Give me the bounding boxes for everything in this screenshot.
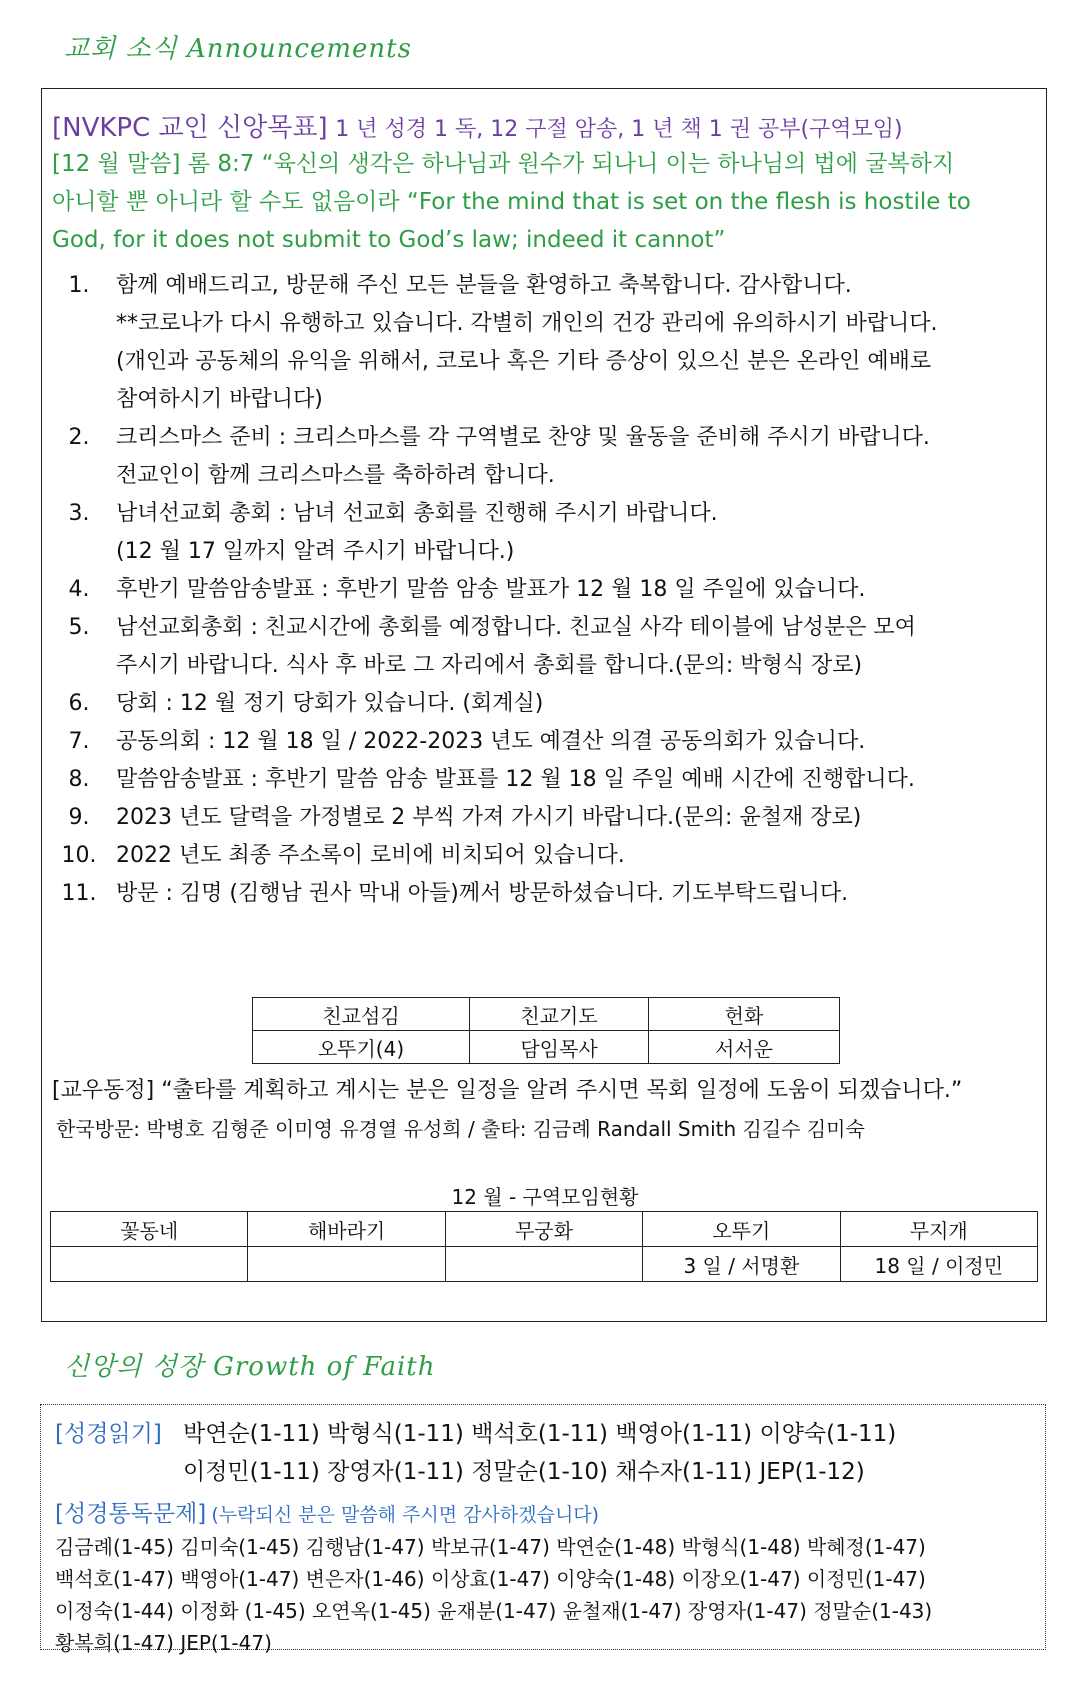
bible-quiz-label: [성경통독문제]: [55, 1501, 207, 1527]
bible-reading-label: [성경읽기]: [55, 1421, 162, 1447]
item-line: 전교인이 함께 크리스마스를 축하하려 합니다.: [116, 463, 555, 488]
item-line: 참여하시기 바랍니다): [116, 387, 323, 412]
table-header: 헌화: [649, 998, 840, 1031]
item-number: 3.: [68, 501, 90, 526]
item-number: 7.: [68, 729, 90, 754]
faith-goal: [52, 107, 903, 144]
item-number: 11.: [61, 881, 97, 906]
item-line: 2022 년도 최종 주소록이 로비에 비치되어 있습니다.: [116, 843, 625, 868]
quiz-line: 김금례(1-45) 김미숙(1-45) 김행남(1-47) 박보규(1-47) 박연순(1-48) 박형식(1-48) 박혜정(1-47): [55, 1535, 926, 1559]
table-header: 무지개: [840, 1212, 1037, 1247]
item-number: 8.: [68, 767, 90, 792]
member-news-tag: [교우동정]: [52, 1078, 155, 1103]
announcement-item: [52, 495, 1044, 571]
verse-line: God, for it does not submit to God’s law; indeed it cannot”: [52, 227, 726, 253]
item-number: 2.: [68, 425, 90, 450]
table-cell: [248, 1247, 445, 1282]
item-number: 9.: [68, 805, 90, 830]
bible-quiz-note: (누락되신 분은 말씀해 주시면 감사하겠습니다): [211, 1504, 600, 1526]
table-row: [51, 1212, 1038, 1247]
announcement-item: [52, 419, 1044, 495]
verse-line: 아니할 뿐 아니라 할 수도 없음이라 “For the mind that is set on the flesh is hostile to: [52, 189, 971, 215]
item-line: 2023 년도 달력을 가정별로 2 부씩 가져 가시기 바랍니다.(문의: 윤철재 장로): [116, 805, 862, 830]
table-row: [51, 1247, 1038, 1282]
item-line: 말씀암송발표 : 후반기 말씀 암송 발표를 12 월 18 일 주일 예배 시간에 진행합니다.: [116, 767, 915, 792]
table-header: 친교섬김: [253, 998, 470, 1031]
cell-meeting-table: [50, 1211, 1038, 1282]
table-cell: 서서운: [649, 1031, 840, 1064]
item-number: 4.: [68, 577, 90, 602]
faith-goal-text: 1 년 성경 1 독, 12 구절 암송, 1 년 책 1 권 공부(구역모임): [335, 117, 903, 142]
member-news: [52, 1073, 962, 1104]
announcement-item: [52, 609, 1044, 685]
table-cell: 담임목사: [470, 1031, 649, 1064]
table-header: 무궁화: [445, 1212, 642, 1247]
cell-meeting-caption: 12 월 - 구역모임현황: [451, 1185, 639, 1209]
visits-line: 한국방문: 박병호 김형준 이미영 유경열 유성희 / 출타: 김금례 Randall Smith 김길수 김미숙: [56, 1117, 865, 1141]
table-cell: 3 일 / 서명환: [643, 1247, 840, 1282]
item-line: 남선교회총회 : 친교시간에 총회를 예정합니다. 친교실 사각 테이블에 남성분은 모여: [116, 615, 916, 640]
item-line: 함께 예배드리고, 방문해 주신 모든 분들을 환영하고 축복합니다. 감사합니다.: [116, 273, 852, 298]
table-header: 꽃동네: [51, 1212, 248, 1247]
verse-line: [12 월 말씀] 롬 8:7 “육신의 생각은 하나님과 원수가 되나니 이는 하나님의 법에 굴복하지: [52, 151, 955, 177]
table-header: 오뚜기: [643, 1212, 840, 1247]
table-header: 친교기도: [470, 998, 649, 1031]
item-line: 주시기 바랍니다. 식사 후 바로 그 자리에서 총회를 합니다.(문의: 박형식 장로): [116, 653, 863, 678]
announcement-list: [52, 267, 1044, 913]
table-cell: 18 일 / 이정민: [840, 1247, 1037, 1282]
announcement-item: [52, 875, 1044, 913]
reading-line: 박연순(1-11) 박형식(1-11) 백석호(1-11) 백영아(1-11) 이양숙(1-11): [183, 1421, 897, 1447]
item-line: (12 월 17 일까지 알려 주시기 바랍니다.): [116, 539, 515, 564]
table-row: [253, 1031, 840, 1064]
announcements-box: [41, 88, 1047, 1322]
quiz-line: 황복희(1-47) JEP(1-47): [55, 1631, 272, 1655]
announcement-item: [52, 723, 1044, 761]
item-line: 후반기 말씀암송발표 : 후반기 말씀 암송 발표가 12 월 18 일 주일에 있습니다.: [116, 577, 866, 602]
reading-line: 이정민(1-11) 장영자(1-11) 정말순(1-10) 채수자(1-11) JEP(1-12): [183, 1459, 865, 1485]
item-line: 크리스마스 준비 : 크리스마스를 각 구역별로 찬양 및 율동을 준비해 주시기 바랍니다.: [116, 425, 930, 450]
bible-quiz-list: [55, 1531, 932, 1659]
table-header: 해바라기: [248, 1212, 445, 1247]
item-line: **코로나가 다시 유행하고 있습니다. 각별히 개인의 건강 관리에 유의하시기 바랍니다.: [116, 311, 938, 336]
item-line: 당회 : 12 월 정기 당회가 있습니다. (회계실): [116, 691, 544, 716]
announcement-item: [52, 761, 1044, 799]
announcement-item: [52, 571, 1044, 609]
item-line: (개인과 공동체의 유익을 위해서, 코로나 혹은 기타 증상이 있으신 분은 온라인 예배로: [116, 349, 932, 374]
item-line: 공동의회 : 12 월 18 일 / 2022-2023 년도 예결산 의결 공동의회가 있습니다.: [116, 729, 866, 754]
announcement-item: [52, 685, 1044, 723]
item-number: 5.: [68, 615, 90, 640]
item-number: 10.: [61, 843, 97, 868]
item-line: 방문 : 김명 (김행남 권사 막내 아들)께서 방문하셨습니다. 기도부탁드립니다.: [116, 881, 849, 906]
faith-box: [40, 1404, 1046, 1655]
faith-goal-tag: [NVKPC 교인 신앙목표]: [52, 113, 328, 143]
table-cell: [51, 1247, 248, 1282]
fellowship-table: [252, 997, 840, 1064]
announcements-title: 교회 소식 Announcements: [64, 34, 412, 64]
item-number: 6.: [68, 691, 90, 716]
table-cell: [445, 1247, 642, 1282]
announcement-item: [52, 267, 1044, 419]
announcement-item: [52, 837, 1044, 875]
bible-quiz-header: [55, 1495, 599, 1528]
announcement-item: [52, 799, 1044, 837]
member-news-text: “출타를 계획하고 계시는 분은 일정을 알려 주시면 목회 일정에 도움이 되겠습니다.”: [161, 1078, 963, 1103]
table-row: [253, 998, 840, 1031]
quiz-line: 이정숙(1-44) 이정화 (1-45) 오연옥(1-45) 윤재분(1-47) 윤철재(1-47) 장영자(1-47) 정말순(1-43): [55, 1599, 933, 1623]
growth-of-faith-title: 신앙의 성장 Growth of Faith: [64, 1352, 436, 1382]
quiz-line: 백석호(1-47) 백영아(1-47) 변은자(1-46) 이상효(1-47) 이양숙(1-48) 이장오(1-47) 이정민(1-47): [55, 1567, 926, 1591]
monthly-verse: [52, 145, 1032, 259]
item-number: 1.: [68, 273, 90, 298]
item-line: 남녀선교회 총회 : 남녀 선교회 총회를 진행해 주시기 바랍니다.: [116, 501, 718, 526]
table-cell: 오뚜기(4): [253, 1031, 470, 1064]
